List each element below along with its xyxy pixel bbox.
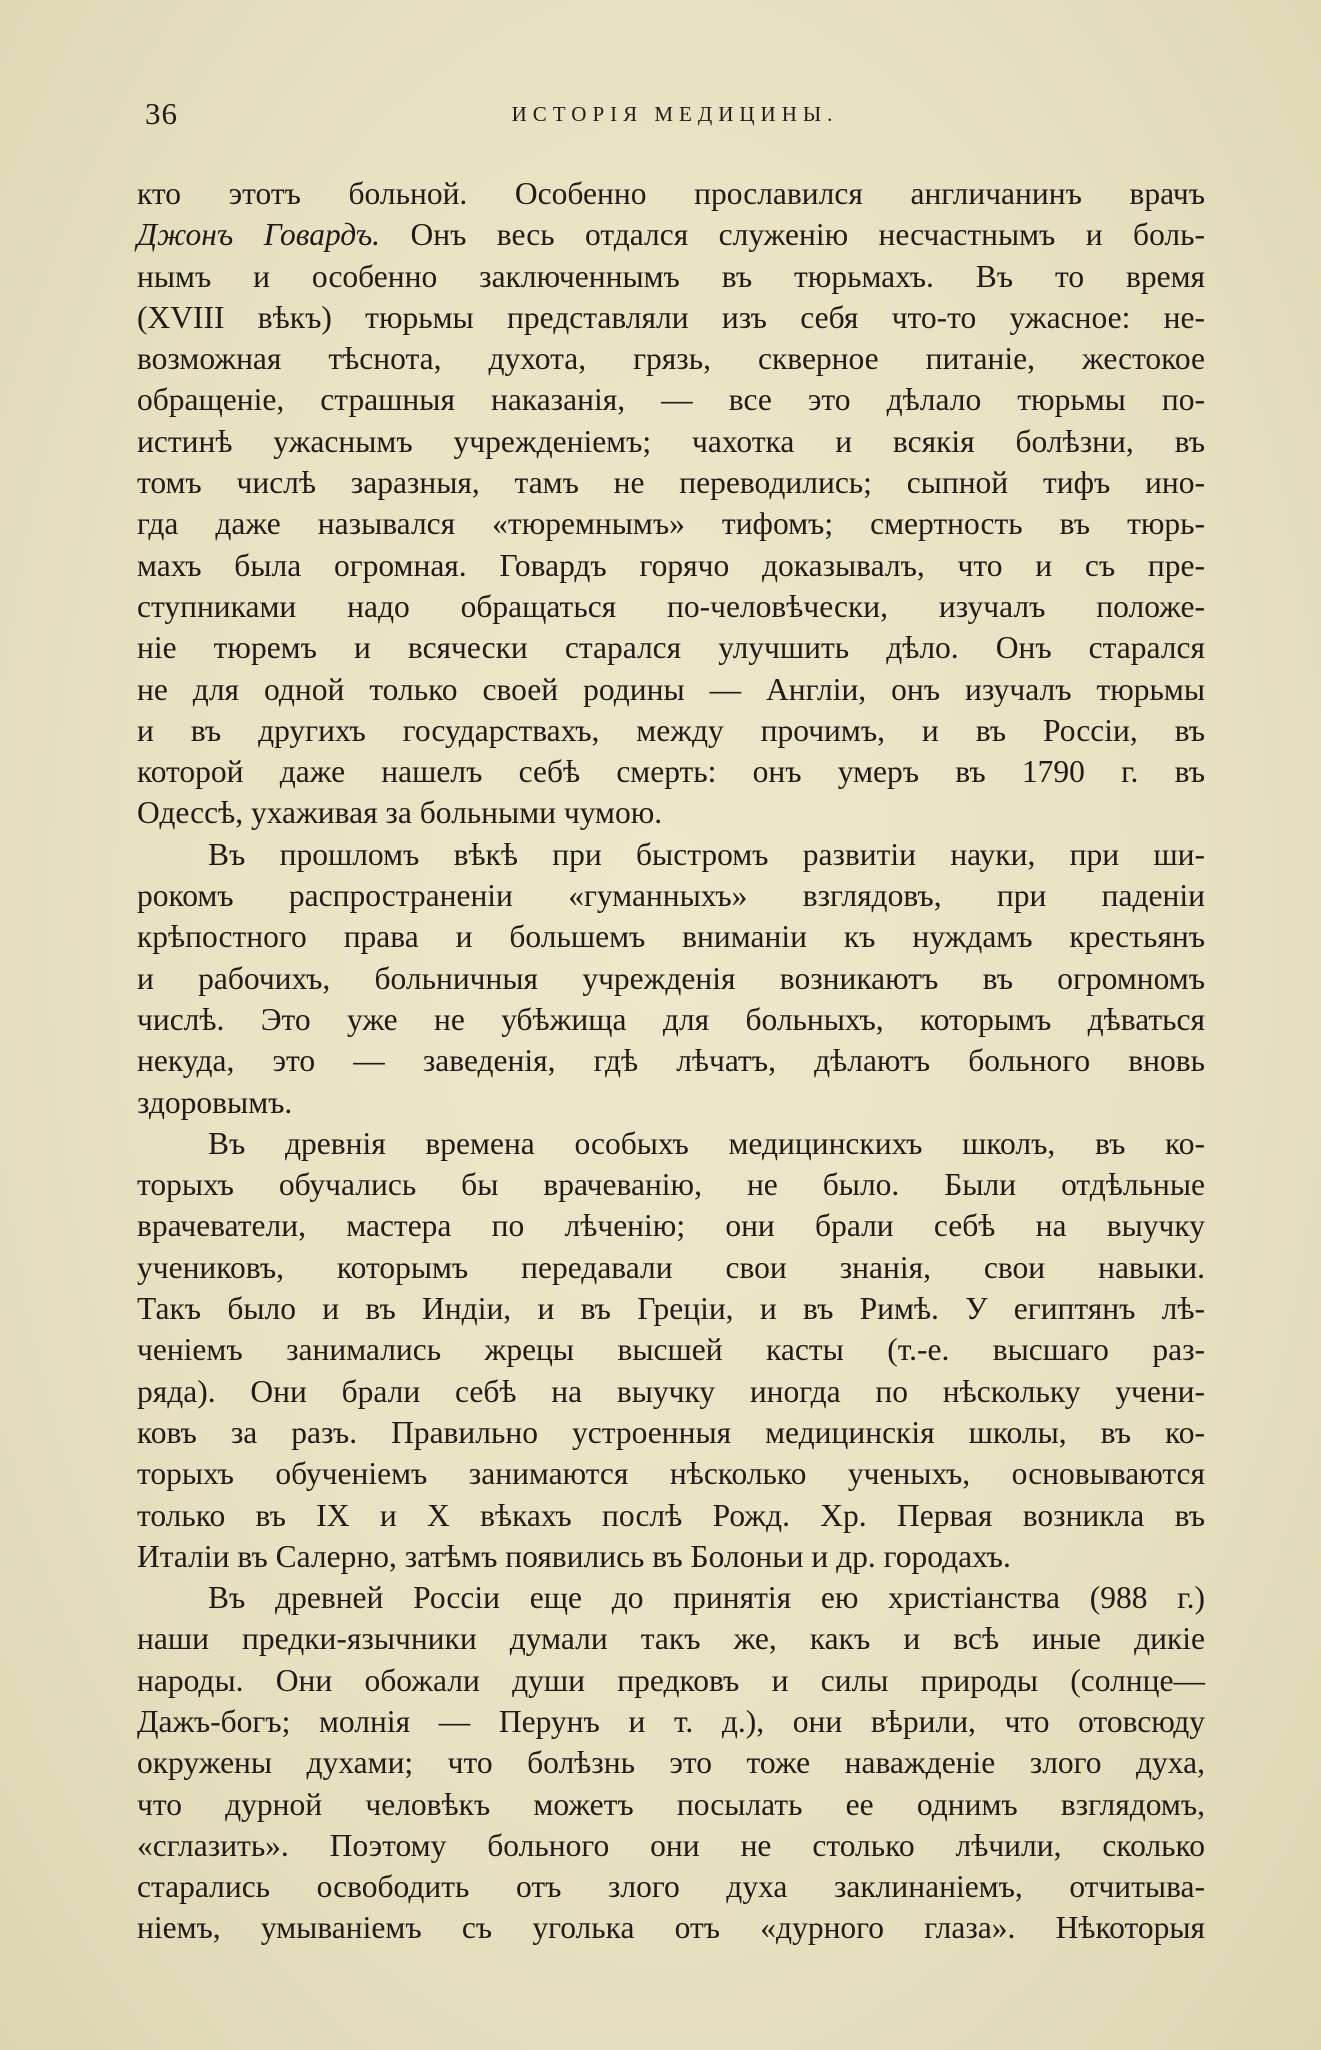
text-line (137, 297, 1205, 338)
line-text: торыхъ обучались бы врачеванію, не было. Были отдѣльные (137, 1167, 1205, 1203)
text-line (137, 1742, 1205, 1783)
line-text: ніе тюремъ и всячески старался улучшить дѣло. Онъ старался (137, 630, 1205, 666)
line-text: числѣ. Это уже не убѣжища для больныхъ, которымъ дѣваться (137, 1001, 1205, 1037)
text-line (137, 503, 1205, 544)
text-line (137, 1205, 1205, 1246)
text-line (137, 710, 1205, 751)
line-text: Дажъ-богъ; молнія — Перунъ и т. д.), они вѣрили, что отовсюду (137, 1703, 1205, 1739)
line-text: нымъ и особенно заключеннымъ въ тюрьмахъ. Въ то время (137, 258, 1205, 294)
line-text: что дурной человѣкъ можетъ посылать ее однимъ взглядомъ, (137, 1786, 1205, 1822)
line-text: здоровымъ. (137, 1084, 293, 1120)
line-text: Одессѣ, ухаживая за больными чумою. (137, 795, 663, 831)
text-line (137, 173, 1205, 214)
line-text: (XVIII вѣкъ) тюрьмы представляли изъ себя что-то ужасное: не- (137, 299, 1205, 335)
text-line (137, 379, 1205, 420)
text-line (137, 1453, 1205, 1494)
line-text: истинѣ ужаснымъ учрежденіемъ; чахотка и всякія болѣзни, въ (137, 423, 1205, 459)
text-line (137, 1040, 1205, 1081)
line-text: гда даже назывался «тюремнымъ» тифомъ; смертность въ тюрь- (137, 506, 1205, 542)
text-line (137, 421, 1205, 462)
text-line (137, 1866, 1205, 1907)
text-line (137, 1907, 1205, 1948)
text-line (137, 792, 1205, 833)
text-line (137, 1123, 1205, 1164)
line-text: Италіи въ Салерно, затѣмъ появились въ Болоньи и др. городахъ. (137, 1538, 1011, 1574)
line-text: торыхъ обученіемъ занимаются нѣсколько ученыхъ, основываются (137, 1456, 1205, 1492)
text-line (137, 1371, 1205, 1412)
text-line (137, 834, 1205, 875)
line-text: Въ древнія времена особыхъ медицинскихъ школъ, въ ко- (208, 1125, 1205, 1161)
text-line (137, 751, 1205, 792)
line-text: и рабочихъ, больничныя учрежденія возникаютъ въ огромномъ (137, 960, 1205, 996)
line-text: ряда). Они брали себѣ на выучку иногда по нѣскольку учени- (137, 1373, 1205, 1409)
line-text: ніемъ, умываніемъ съ уголька отъ «дурного глаза». Нѣкоторыя (137, 1910, 1205, 1946)
text-line (137, 1701, 1205, 1742)
text-line (137, 338, 1205, 379)
line-text: старались освободить отъ злого духа заклинаніемъ, отчитыва- (137, 1869, 1205, 1905)
text-line (137, 545, 1205, 586)
text-line (137, 1329, 1205, 1370)
text-line (137, 1536, 1205, 1577)
line-text: народы. Они обожали души предковъ и силы природы (солнце— (137, 1662, 1205, 1698)
line-text: ченіемъ занимались жрецы высшей касты (т.-е. высшаго раз- (137, 1332, 1205, 1368)
line-text: обращеніе, страшныя наказанія, — все это дѣлало тюрьмы по- (137, 382, 1205, 418)
text-line (137, 214, 1205, 255)
line-text: врачеватели, мастера по лѣченію; они брали себѣ на выучку (137, 1208, 1205, 1244)
text-line (137, 586, 1205, 627)
line-text: Въ прошломъ вѣкѣ при быстромъ развитіи науки, при ши- (208, 836, 1205, 872)
line-text: и въ другихъ государствахъ, между прочимъ, и въ Россіи, въ (137, 712, 1205, 748)
line-text: учениковъ, которымъ передавали свои знанія, свои навыки. (137, 1249, 1205, 1285)
text-line (137, 669, 1205, 710)
line-text: кто этотъ больной. Особенно прославился англичанинъ врачъ (137, 176, 1205, 211)
text-line (137, 875, 1205, 916)
text-line (137, 1618, 1205, 1659)
page-number: 36 (145, 96, 178, 131)
body-text (137, 173, 1205, 1949)
text-line (137, 1412, 1205, 1453)
text-line (137, 1164, 1205, 1205)
line-text: не для одной только своей родины — Англіи, онъ изучалъ тюрьмы (137, 671, 1205, 707)
italic-name: Джонъ Говардъ. (137, 217, 381, 253)
line-text: Въ древней Россіи еще до принятія ею христіанства (988 г.) (208, 1580, 1205, 1616)
text-line (137, 958, 1205, 999)
line-text: крѣпостного права и большемъ вниманіи къ нуждамъ крестьянъ (137, 919, 1205, 955)
line-text: ступниками надо обращаться по-человѣчески, изучалъ положе- (137, 588, 1205, 624)
text-line (137, 1825, 1205, 1866)
text-line (137, 462, 1205, 503)
text-line (137, 1660, 1205, 1701)
running-head (145, 96, 1205, 136)
text-line (137, 1495, 1205, 1536)
text-line (137, 1247, 1205, 1288)
running-title: ИСТОРІЯ МЕДИЦИНЫ. (511, 102, 839, 126)
text-line (137, 1288, 1205, 1329)
text-line (137, 999, 1205, 1040)
line-text: только въ IX и X вѣкахъ послѣ Рожд. Хр. Первая возникла въ (137, 1497, 1205, 1533)
text-line (137, 916, 1205, 957)
line-text: наши предки-язычники думали такъ же, какъ и всѣ иные дикіе (137, 1621, 1205, 1657)
line-text: томъ числѣ заразныя, тамъ не переводились; сыпной тифъ ино- (137, 465, 1205, 501)
line-text: рокомъ распространеніи «гуманныхъ» взглядовъ, при паденіи (137, 878, 1205, 914)
line-text: Такъ было и въ Индіи, и въ Греціи, и въ Римѣ. У египтянъ лѣ- (137, 1291, 1205, 1327)
line-text: махъ была огромная. Говардъ горячо доказывалъ, что и съ пре- (137, 547, 1205, 583)
line-text: окружены духами; что болѣзнь это тоже наважденіе злого духа, (137, 1745, 1205, 1781)
line-text: «сглазить». Поэтому больного они не столько лѣчили, сколько (137, 1827, 1205, 1863)
text-line (137, 1082, 1205, 1123)
text-line (137, 1784, 1205, 1825)
line-text: Онъ весь отдался служенію несчастнымъ и боль- (380, 217, 1205, 253)
line-text: которой даже нашелъ себѣ смерть: онъ умеръ въ 1790 г. въ (137, 754, 1205, 790)
text-line (137, 1577, 1205, 1618)
line-text: возможная тѣснота, духота, грязь, скверное питаніе, жестокое (137, 341, 1205, 377)
line-text: ковъ за разъ. Правильно устроенныя медицинскія школы, въ ко- (137, 1414, 1205, 1450)
line-text: некуда, это — заведенія, гдѣ лѣчатъ, дѣлаютъ больного вновь (137, 1043, 1205, 1079)
text-line (137, 627, 1205, 668)
text-line (137, 256, 1205, 297)
